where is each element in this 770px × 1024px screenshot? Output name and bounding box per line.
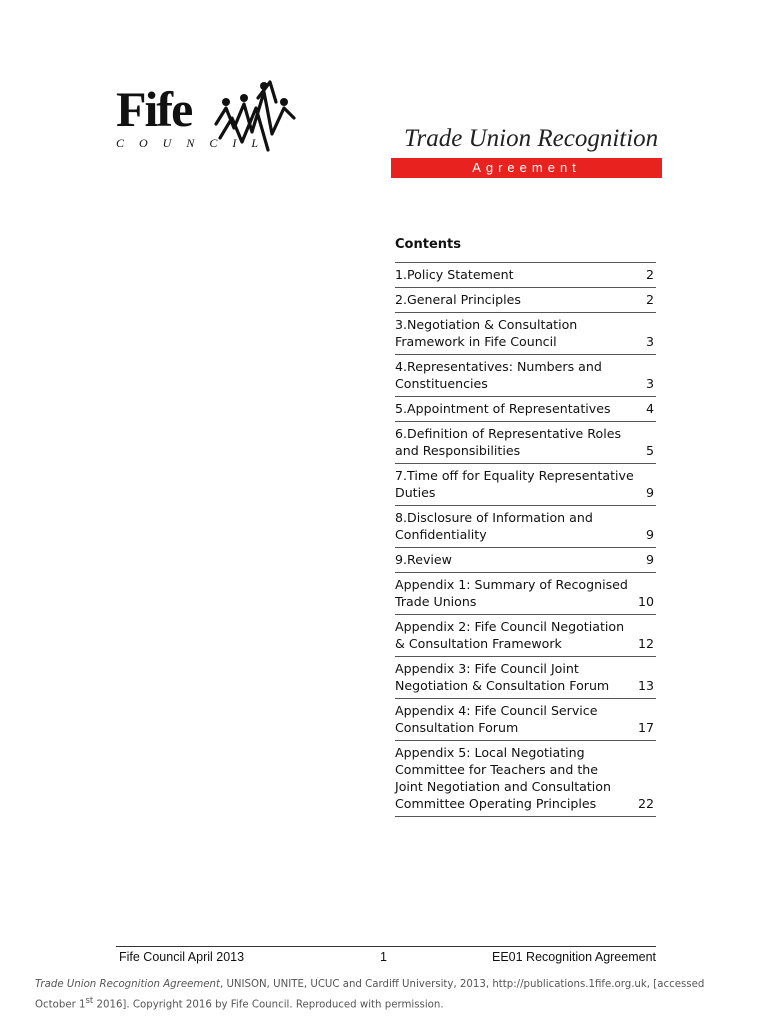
- toc-item-page: 12: [637, 636, 654, 651]
- footer-right: EE01 Recognition Agreement: [492, 950, 656, 964]
- toc-item-page: 10: [637, 594, 654, 609]
- table-of-contents: [395, 236, 656, 817]
- toc-item-page: 9: [645, 485, 654, 500]
- toc-item-title: 4.Representatives: Numbers and Constituencies: [395, 359, 602, 391]
- citation-authors: , UNISON, UNITE, UCUC and Cardiff University: [220, 979, 454, 990]
- document-title-banner: Agreement: [391, 158, 662, 178]
- toc-item-page: 17: [637, 720, 654, 735]
- toc-item[interactable]: [395, 506, 656, 548]
- citation-note: [35, 977, 735, 1013]
- toc-item[interactable]: [395, 657, 656, 699]
- toc-item-page: 3: [645, 334, 654, 349]
- fife-council-logo: [116, 78, 296, 158]
- toc-item-page: 3: [645, 376, 654, 391]
- toc-item[interactable]: [395, 263, 656, 288]
- toc-item-title: 1.Policy Statement: [395, 267, 514, 282]
- toc-item-page: 2: [645, 292, 654, 307]
- toc-item[interactable]: [395, 313, 656, 355]
- logo-wordmark: Fife: [116, 81, 192, 137]
- toc-item-title: Appendix 1: Summary of Recognised Trade Unions: [395, 577, 628, 609]
- citation-copyright: 2016]. Copyright 2016 by Fife Council. Reproduced with permission.: [93, 999, 444, 1011]
- toc-item[interactable]: [395, 573, 656, 615]
- footer-left: Fife Council April 2013: [119, 950, 245, 964]
- toc-item-page: 9: [645, 527, 654, 542]
- toc-item-page: 22: [637, 796, 654, 811]
- toc-item-title: 6.Definition of Representative Roles and Responsibilities: [395, 426, 622, 458]
- toc-item-page: 9: [645, 552, 654, 567]
- toc-item-title: Appendix 4: Fife Council Service Consultation Forum: [395, 703, 598, 735]
- toc-item[interactable]: [395, 355, 656, 397]
- toc-item[interactable]: [395, 699, 656, 741]
- toc-item-page: 2: [645, 267, 654, 282]
- toc-item-title: 3.Negotiation & Consultation Framework in Fife Council: [395, 317, 578, 349]
- toc-item[interactable]: [395, 741, 656, 817]
- toc-item[interactable]: [395, 464, 656, 506]
- document-title: Trade Union Recognition: [404, 125, 659, 152]
- logo-subline: COUNCIL: [116, 136, 274, 150]
- toc-item-page: 4: [645, 401, 654, 416]
- toc-item[interactable]: [395, 397, 656, 422]
- citation-superscript: st: [85, 996, 94, 1006]
- contents-heading: Contents: [395, 237, 461, 252]
- toc-item-title: 2.General Principles: [395, 292, 521, 307]
- toc-item-title: Appendix 5: Local Negotiating Committee for Teachers and the Joint Negotiation and Consultation Committee Operating Principles: [395, 745, 611, 811]
- toc-item-title: 7.Time off for Equality Representative Duties: [395, 468, 634, 500]
- toc-item[interactable]: [395, 615, 656, 657]
- page-number: 1: [380, 950, 387, 964]
- toc-item[interactable]: [395, 288, 656, 313]
- citation-source: , 2013, http://publications.1fife.org.uk, [accessed October 1: [35, 979, 705, 1011]
- citation-title: Trade Union Recognition Agreement: [35, 979, 220, 990]
- toc-item-title: Appendix 3: Fife Council Joint Negotiation & Consultation Forum: [395, 661, 610, 693]
- toc-item-page: 13: [637, 678, 654, 693]
- page-footer: [116, 946, 656, 967]
- toc-item[interactable]: [395, 548, 656, 573]
- toc-item-title: 8.Disclosure of Information and Confidentiality: [395, 510, 593, 542]
- toc-item-title: 9.Review: [395, 552, 452, 567]
- toc-item-page: 5: [645, 443, 654, 458]
- toc-item-title: Appendix 2: Fife Council Negotiation & Consultation Framework: [395, 619, 625, 651]
- toc-item[interactable]: [395, 422, 656, 464]
- toc-item-title: 5.Appointment of Representatives: [395, 401, 611, 416]
- toc-list: [395, 262, 656, 817]
